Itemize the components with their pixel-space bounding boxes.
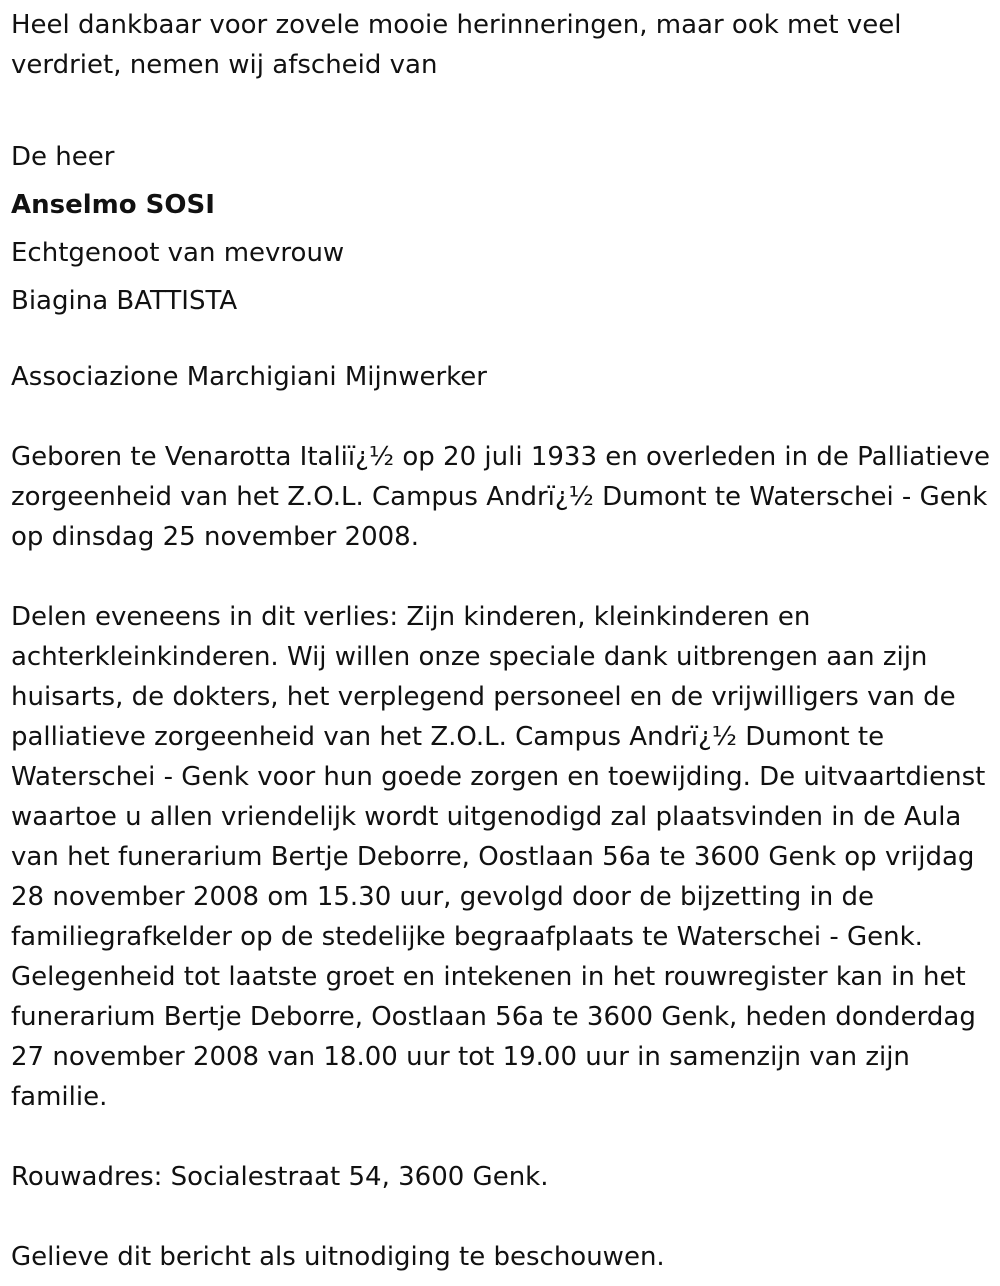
spouse-label: Echtgenoot van mevrouw [11, 238, 345, 268]
obituary-document [11, 0, 993, 1277]
honorific-title: De heer [11, 142, 115, 172]
association-name: Associazione Marchigiani Mijnwerker [11, 362, 487, 392]
birth-death-paragraph: Geboren te Venarotta Italiï¿½ op 20 juli 1933 en overleden in de Palliatieve zorgeenheid van het Z.O.L. Campus Andrï¿½ Dumont te Waterschei - Genk op dinsdag 25 november 2008. [11, 442, 991, 552]
closing-note: Gelieve dit bericht als uitnodiging te beschouwen. [11, 1242, 665, 1272]
condolence-paragraph: Delen eveneens in dit verlies: Zijn kinderen, kleinkinderen en achterkleinkinderen. Wij willen onze speciale dank uitbrengen aan zijn huisarts, de dokters, het verplegend personeel en de vrijwilligers van de palliatieve zorgeenheid van het Z.O.L. Campus Andrï¿½ Dumont te Waterschei - Genk voor hun goede zorgen en toewijding. De uitvaartdienst waartoe u allen vriendelijk wordt uitgenodigd zal plaatsvinden in de Aula van het funerarium Bertje Deborre, Oostlaan 56a te 3600 Genk op vrijdag 28 november 2008 om 15.30 uur, gevolgd door de bijzetting in de familiegrafkelder op de stedelijke begraafplaats te Waterschei - Genk. Gelegenheid tot laatste groet en intekenen in het rouwregister kan in het funerarium Bertje Deborre, Oostlaan 56a te 3600 Genk, heden donderdag 27 november 2008 van 18.00 uur tot 19.00 uur in samenzijn van zijn familie. [11, 602, 986, 1112]
mourning-address: Rouwadres: Socialestraat 54, 3600 Genk. [11, 1162, 549, 1192]
spouse-name: Biagina BATTISTA [11, 286, 238, 316]
deceased-name: Anselmo SOSI [11, 190, 215, 220]
intro-text: Heel dankbaar voor zovele mooie herinneringen, maar ook met veel verdriet, nemen wij afscheid van [11, 10, 902, 80]
